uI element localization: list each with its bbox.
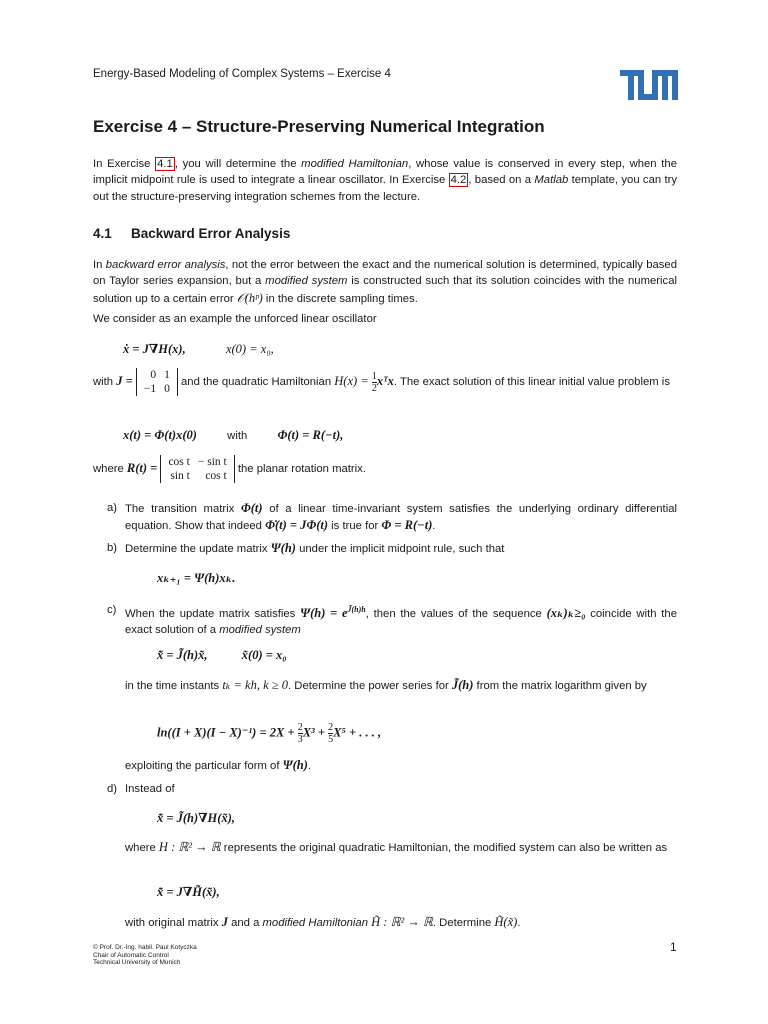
backward-error-paragraph: In backward error analysis, not the error between the exact and the numerical solution is determined, typically based on Taylor series expansion, but a modified system is constructed such that its solution coincides with the numerical solution up to a certain error 𝒪(hᵖ) in the discrete sampling times. [93, 259, 677, 305]
section-heading: 4.1 Backward Error Analysis [93, 226, 291, 241]
exercise-link-4-2[interactable]: 4.2 [450, 174, 467, 187]
page-title: Exercise 4 – Structure-Preserving Numerical Integration [93, 117, 545, 136]
running-header: Energy-Based Modeling of Complex Systems – Exercise 4 [93, 68, 391, 80]
equation-matrix-log: ln((I + X)(I − X)⁻¹) = 2X + $\frac{2}{3}$ X³ + $\frac{2}{5}$ X⁵ + . . . , [157, 722, 382, 745]
equation-modified-gradient: x̃̇ = J̃(h)∇H(x̃), [157, 811, 235, 825]
oscillator-intro: We consider as an example the unforced linear oscillator [93, 313, 377, 325]
task-a: a) The transition matrix Φ(t) of a linear time-invariant system satisfies the underlying ordinary differential equation. Show that indeed Φ̇(t) = JΦ(t) is true for Φ = R(−t). [107, 501, 677, 533]
task-d: d) Instead of [107, 783, 175, 795]
footer-credits: © Prof. Dr.-Ing. habil. Paul Kotyczka Chair of Automatic Control Technical University of Munich [93, 944, 197, 966]
task-c-text: in the time instants tₖ = kh, k ≥ 0. Determine the power series for J̃(h) from the matrix logarithm given by [125, 678, 647, 692]
equation-oscillator: ẋ = J∇H(x), x(0) = x₀, [123, 342, 274, 356]
task-c: c) When the update matrix satisfies $\Psi(h) = e^{J̃(h)h}$, then the values of the sequence (xₖ)ₖ≥₀ coincide with the exact solution of a modified system [107, 604, 677, 637]
equation-modified-hamiltonian: x̃̇ = J∇H̃(x̃), [157, 885, 220, 899]
intro-paragraph: In Exercise 4.1 , you will determine the modified Hamiltonian, whose value is conserved in every step, when the implicit midpoint rule is used to integrate a linear oscillator. In Exercise 4.2 , based on a Matlab template, you can try out the structure-preserving integration schemes from the lecture. [93, 158, 677, 203]
equation-exact-solution: x(t) = Φ(t)x(0) with Φ(t) = R(−t), [123, 428, 344, 442]
rotation-matrix-paragraph: where R(t) = cos t − sin t sin t cos t the planar rotation matrix. [93, 456, 366, 482]
task-d-text: where H : ℝ² → ℝ represents the original quadratic Hamiltonian, the modified system can also be written as [125, 840, 668, 854]
task-c-text-2: exploiting the particular form of Ψ(h). [125, 758, 312, 772]
equation-update: xₖ₊₁ = Ψ(h)xₖ. [157, 571, 236, 585]
matrix-j-paragraph: with J = 0 1 −1 0 and the quadratic Hamiltonian H(x) = $\frac{1}{2}$ xᵀx. The exact solution of this linear initial value problem is [93, 369, 670, 395]
task-d-text-2: with original matrix J and a modified Hamiltonian H̃ : ℝ² → ℝ. Determine H̃(x̃). [125, 915, 521, 929]
exercise-link-4-1[interactable]: 4.1 [157, 158, 173, 170]
task-b: b) Determine the update matrix Ψ(h) under the implicit midpoint rule, such that [107, 541, 505, 555]
matrix-r: cos t − sin t sin t cos t [160, 455, 234, 483]
matrix-j: 0 1 −1 0 [136, 368, 178, 396]
equation-modified-system: x̃̇ = J̃(h)x̃, x̃(0) = x₀ [157, 648, 287, 662]
page-number: 1 [670, 940, 677, 954]
tum-logo [620, 70, 678, 100]
